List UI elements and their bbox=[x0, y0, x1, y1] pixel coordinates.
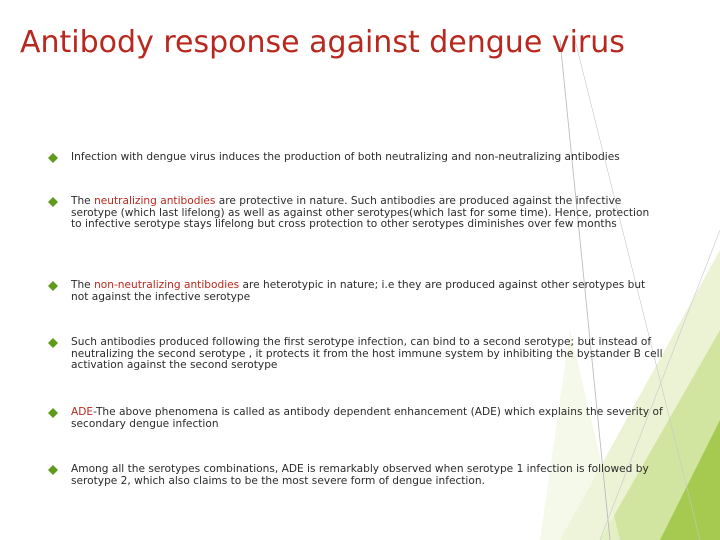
highlight-term: neutralizing antibodies bbox=[94, 195, 216, 207]
diamond-bullet-icon bbox=[48, 153, 58, 163]
bullet-text: The non-neutralizing antibodies are heterotypic in nature; i.e they are produced against other serotypes but not against the infective serotype bbox=[71, 279, 646, 303]
diamond-bullet-icon bbox=[48, 281, 58, 291]
highlight-term: non-neutralizing antibodies bbox=[94, 279, 240, 291]
diamond-bullet-icon bbox=[48, 338, 58, 348]
slide-title: Antibody response against dengue virus bbox=[20, 25, 625, 60]
bullet-text: The neutralizing antibodies are protective in nature. Such antibodies are produced against the infective serotype (which last lifelong) as well as against other serotypes(which last for some time). Hence, protection to infective serotype stays lifelong but cross protection to other serotypes diminishes over few months bbox=[71, 195, 650, 231]
diamond-bullet-icon bbox=[48, 465, 58, 475]
diamond-bullet-icon bbox=[48, 197, 58, 207]
bullet-text: Among all the serotypes combinations, ADE is remarkably observed when serotype 1 infection is followed by serotype 2, which also claims to be the most severe form of dengue infection. bbox=[71, 463, 649, 487]
bullet-text: Such antibodies produced following the first serotype infection, can bind to a second serotype; but instead of neutralizing the second serotype , it protects it from the host immune system by inhibiting the bystander B cell activation against the second serotype bbox=[71, 336, 663, 372]
bullet-text: Infection with dengue virus induces the production of both neutralizing and non-neutralizing antibodies bbox=[71, 151, 620, 163]
highlight-term: ADE bbox=[71, 406, 94, 418]
diamond-bullet-icon bbox=[48, 408, 58, 418]
bullet-text: ADE-The above phenomena is called as antibody dependent enhancement (ADE) which explains the severity of secondary dengue infection bbox=[71, 406, 663, 430]
